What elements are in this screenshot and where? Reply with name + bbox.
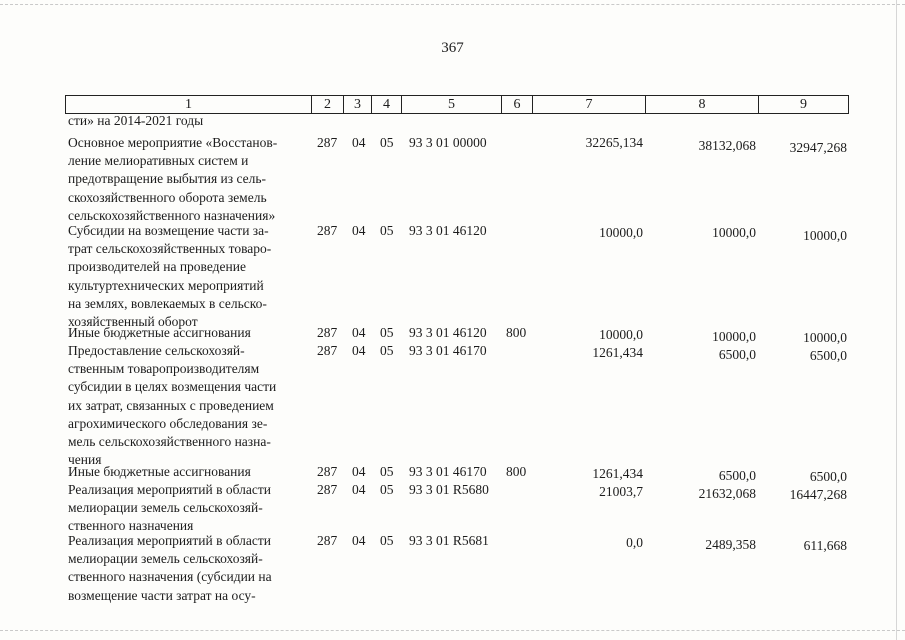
- cell-pr: 05: [380, 533, 394, 548]
- cell-vr: 800: [506, 464, 527, 479]
- cell-pr: 05: [380, 464, 394, 479]
- row-name: Субсидии на возмещение части за- трат сельскохозяйственных товаро- производителей на проведение культуртехнических мероприятий на землях, вовлекаемых в сельско- хозяйственный оборот: [68, 223, 272, 330]
- cell-year3: 6500,0: [809, 348, 847, 363]
- cell-vedom: 287: [317, 343, 338, 358]
- row-name: Предоставление сельскохозяй- ственным товаропроизводителям субсидии в целях возмещения части их затрат, связанных с проведением агрохимического обследования зе- мель сельскохозяйственного назна- чения: [68, 343, 277, 468]
- cell-rz: 04: [352, 533, 366, 548]
- header-col-6: 6: [501, 95, 533, 114]
- header-col-9: 9: [758, 95, 849, 114]
- cell-csr: 93 3 01 R5681: [409, 533, 489, 548]
- cell-vedom: 287: [317, 533, 338, 548]
- row-name: Реализация мероприятий в области мелиорации земель сельскохозяй- ственного назначения: [68, 482, 271, 534]
- cell-csr: 93 3 01 46120: [409, 325, 487, 340]
- cell-year3: 16447,268: [789, 487, 847, 502]
- cell-rz: 04: [352, 135, 366, 150]
- cell-year2: 10000,0: [712, 329, 756, 344]
- cell-year3: 32947,268: [789, 140, 847, 155]
- cell-rz: 04: [352, 343, 366, 358]
- cell-csr: 93 3 01 46170: [409, 464, 487, 479]
- header-col-2: 2: [311, 95, 344, 114]
- cell-pr: 05: [380, 135, 394, 150]
- cell-csr: 93 3 01 00000: [409, 135, 487, 150]
- header-col-4: 4: [371, 95, 402, 114]
- cell-csr: 93 3 01 46170: [409, 343, 487, 358]
- cell-vedom: 287: [317, 223, 338, 238]
- cell-rz: 04: [352, 482, 366, 497]
- cell-pr: 05: [380, 325, 394, 340]
- cell-year1: 21003,7: [599, 484, 643, 499]
- cell-vedom: 287: [317, 482, 338, 497]
- scan-edge-right: [896, 0, 897, 640]
- cell-year1: 32265,134: [585, 135, 643, 150]
- cell-pr: 05: [380, 223, 394, 238]
- cell-year2: 21632,068: [698, 486, 756, 501]
- cell-year1: 10000,0: [599, 225, 643, 240]
- page-number: 367: [441, 40, 464, 56]
- row-name: Иные бюджетные ассигнования: [68, 464, 251, 479]
- cell-year3: 611,668: [803, 538, 847, 553]
- cell-year1: 1261,434: [592, 345, 643, 360]
- header-col-8: 8: [645, 95, 759, 114]
- cell-year1: 0,0: [626, 535, 643, 550]
- cell-year3: 10000,0: [803, 228, 847, 243]
- continued-text: сти» на 2014-2021 годы: [68, 113, 204, 128]
- cell-rz: 04: [352, 223, 366, 238]
- cell-year1: 10000,0: [599, 327, 643, 342]
- cell-year1: 1261,434: [592, 466, 643, 481]
- cell-csr: 93 3 01 46120: [409, 223, 487, 238]
- cell-vedom: 287: [317, 135, 338, 150]
- cell-rz: 04: [352, 325, 366, 340]
- header-col-3: 3: [343, 95, 372, 114]
- header-col-7: 7: [532, 95, 646, 114]
- cell-year3: 6500,0: [809, 469, 847, 484]
- cell-year3: 10000,0: [803, 330, 847, 345]
- cell-year2: 6500,0: [718, 468, 756, 483]
- header-col-1: 1: [65, 95, 312, 114]
- cell-vedom: 287: [317, 325, 338, 340]
- row-name: Реализация мероприятий в области мелиорации земель сельскохозяй- ственного назначения (субсидии на возмещение части затрат на осу-: [68, 533, 272, 603]
- cell-year2: 38132,068: [698, 138, 756, 153]
- scan-edge-bottom: [0, 630, 905, 631]
- cell-rz: 04: [352, 464, 366, 479]
- cell-pr: 05: [380, 482, 394, 497]
- cell-vr: 800: [506, 325, 527, 340]
- cell-pr: 05: [380, 343, 394, 358]
- cell-csr: 93 3 01 R5680: [409, 482, 489, 497]
- cell-year2: 6500,0: [718, 347, 756, 362]
- scan-edge-top: [0, 4, 905, 5]
- cell-year2: 10000,0: [712, 225, 756, 240]
- row-name: Основное мероприятие «Восстанов- ление мелиоративных систем и предотвращение выбытия из сель- скохозяйственного оборота земель сельскохозяйственного назначения»: [68, 135, 278, 223]
- row-name: Иные бюджетные ассигнования: [68, 325, 251, 340]
- cell-year2: 2489,358: [705, 537, 756, 552]
- cell-vedom: 287: [317, 464, 338, 479]
- header-col-5: 5: [401, 95, 502, 114]
